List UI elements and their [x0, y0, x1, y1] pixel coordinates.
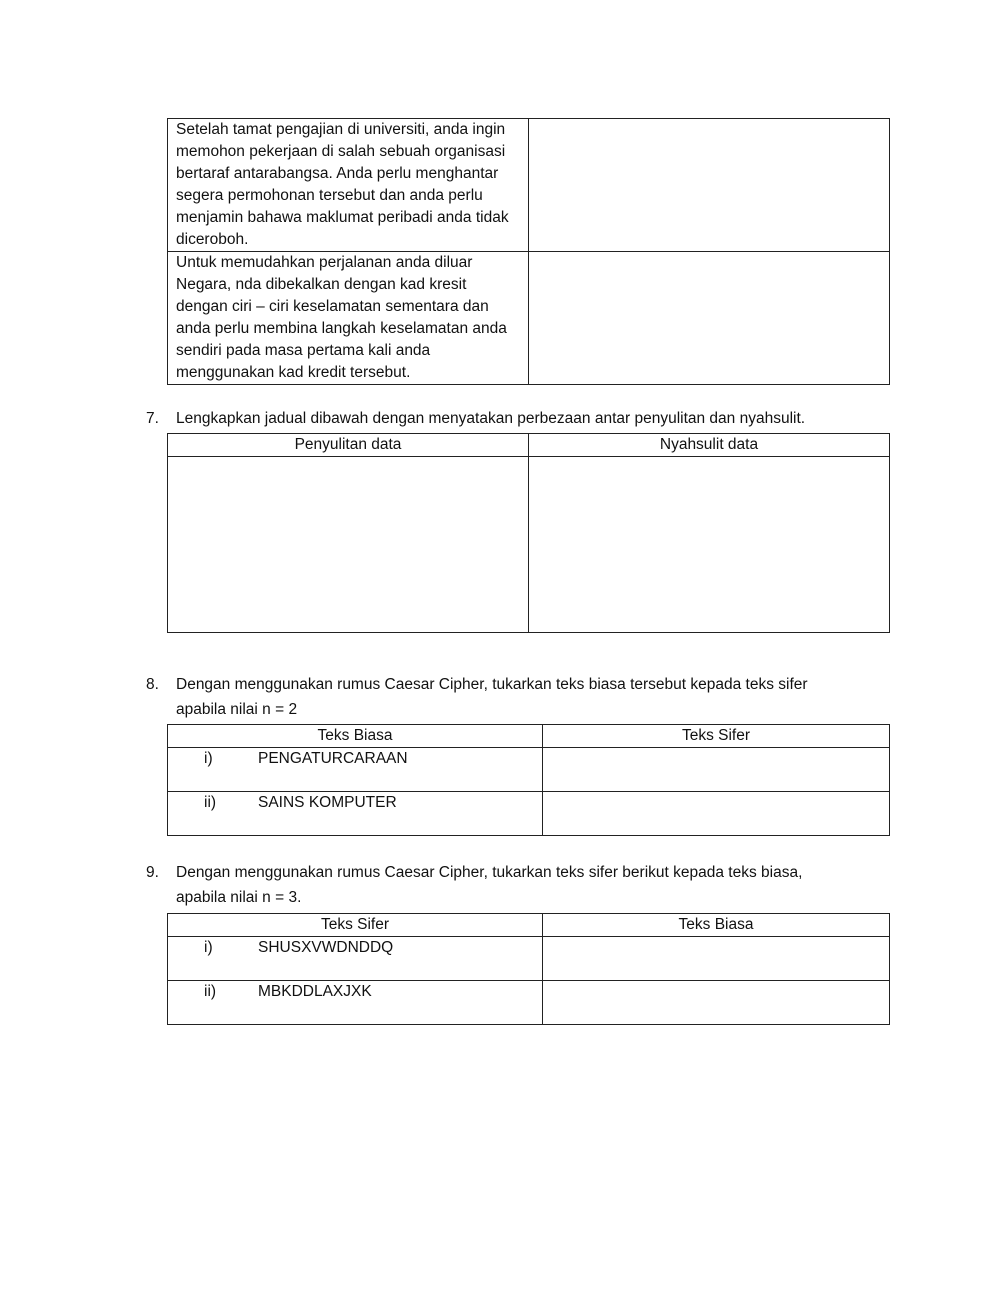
table-row: [168, 981, 890, 1025]
answer-cell[interactable]: [529, 252, 890, 385]
scenario-table: [167, 118, 890, 385]
question-number: 7.: [146, 410, 159, 427]
answer-cell[interactable]: [543, 792, 890, 836]
cipher-text-cell: [168, 937, 543, 981]
row-number: i): [204, 750, 213, 767]
row-number: ii): [204, 794, 217, 811]
question-text-line1: Dengan menggunakan rumus Caesar Cipher, tukarkan teks biasa tersebut kepada teks sifer: [176, 676, 808, 693]
scenario-cell: [168, 252, 529, 385]
column-header: Teks Sifer: [543, 725, 890, 748]
table-row: [168, 792, 890, 836]
column-header: Teks Biasa: [543, 914, 890, 937]
row-text: MBKDDLAXJXK: [258, 983, 372, 1000]
plain-text-cell: [168, 748, 543, 792]
row-number: i): [204, 939, 213, 956]
table-header-row: [168, 914, 890, 937]
row-text: PENGATURCARAAN: [258, 750, 408, 767]
column-header: Nyahsulit data: [529, 434, 890, 457]
table-row: [168, 457, 890, 633]
row-text: SAINS KOMPUTER: [258, 794, 397, 811]
row-text: SHUSXVWDNDDQ: [258, 939, 394, 956]
answer-cell[interactable]: [529, 119, 890, 252]
answer-cell[interactable]: [168, 457, 529, 633]
table-row: [168, 119, 890, 252]
column-header: Teks Sifer: [168, 914, 543, 937]
answer-cell[interactable]: [529, 457, 890, 633]
column-header: Penyulitan data: [168, 434, 529, 457]
q7-table: [167, 433, 890, 633]
answer-cell[interactable]: [543, 748, 890, 792]
answer-cell[interactable]: [543, 981, 890, 1025]
q8-table: [167, 724, 890, 836]
q9-table: [167, 913, 890, 1025]
question-text: Lengkapkan jadual dibawah dengan menyatakan perbezaan antar penyulitan dan nyahsulit.: [176, 410, 806, 427]
cipher-text-cell: [168, 981, 543, 1025]
scenario-cell: [168, 119, 529, 252]
scenario-text: Untuk memudahkan perjalanan anda diluar Negara, nda dibekalkan dengan kad kresit dengan ciri – ciri keselamatan sementara dan anda perlu membina langkah keselamatan anda sendiri pada masa pertama kali anda menggunakan kad kredit tersebut.: [176, 254, 507, 381]
question-text-line2: apabila nilai n = 2: [176, 701, 298, 718]
column-header: Teks Biasa: [168, 725, 543, 748]
question-text-line2: apabila nilai n = 3.: [176, 889, 302, 906]
answer-cell[interactable]: [543, 937, 890, 981]
question-text-line1: Dengan menggunakan rumus Caesar Cipher, tukarkan teks sifer berikut kepada teks biasa,: [176, 864, 803, 881]
scenario-text: Setelah tamat pengajian di universiti, anda ingin memohon pekerjaan di salah sebuah organisasi bertaraf antarabangsa. Anda perlu menghantar segera permohonan tersebut dan anda perlu menjamin bahawa maklumat peribadi anda tidak diceroboh.: [176, 121, 509, 248]
question-number: 8.: [146, 676, 159, 693]
table-header-row: [168, 725, 890, 748]
table-header-row: [168, 434, 890, 457]
table-row: [168, 252, 890, 385]
row-number: ii): [204, 983, 217, 1000]
table-row: [168, 937, 890, 981]
table-row: [168, 748, 890, 792]
plain-text-cell: [168, 792, 543, 836]
question-number: 9.: [146, 864, 159, 881]
